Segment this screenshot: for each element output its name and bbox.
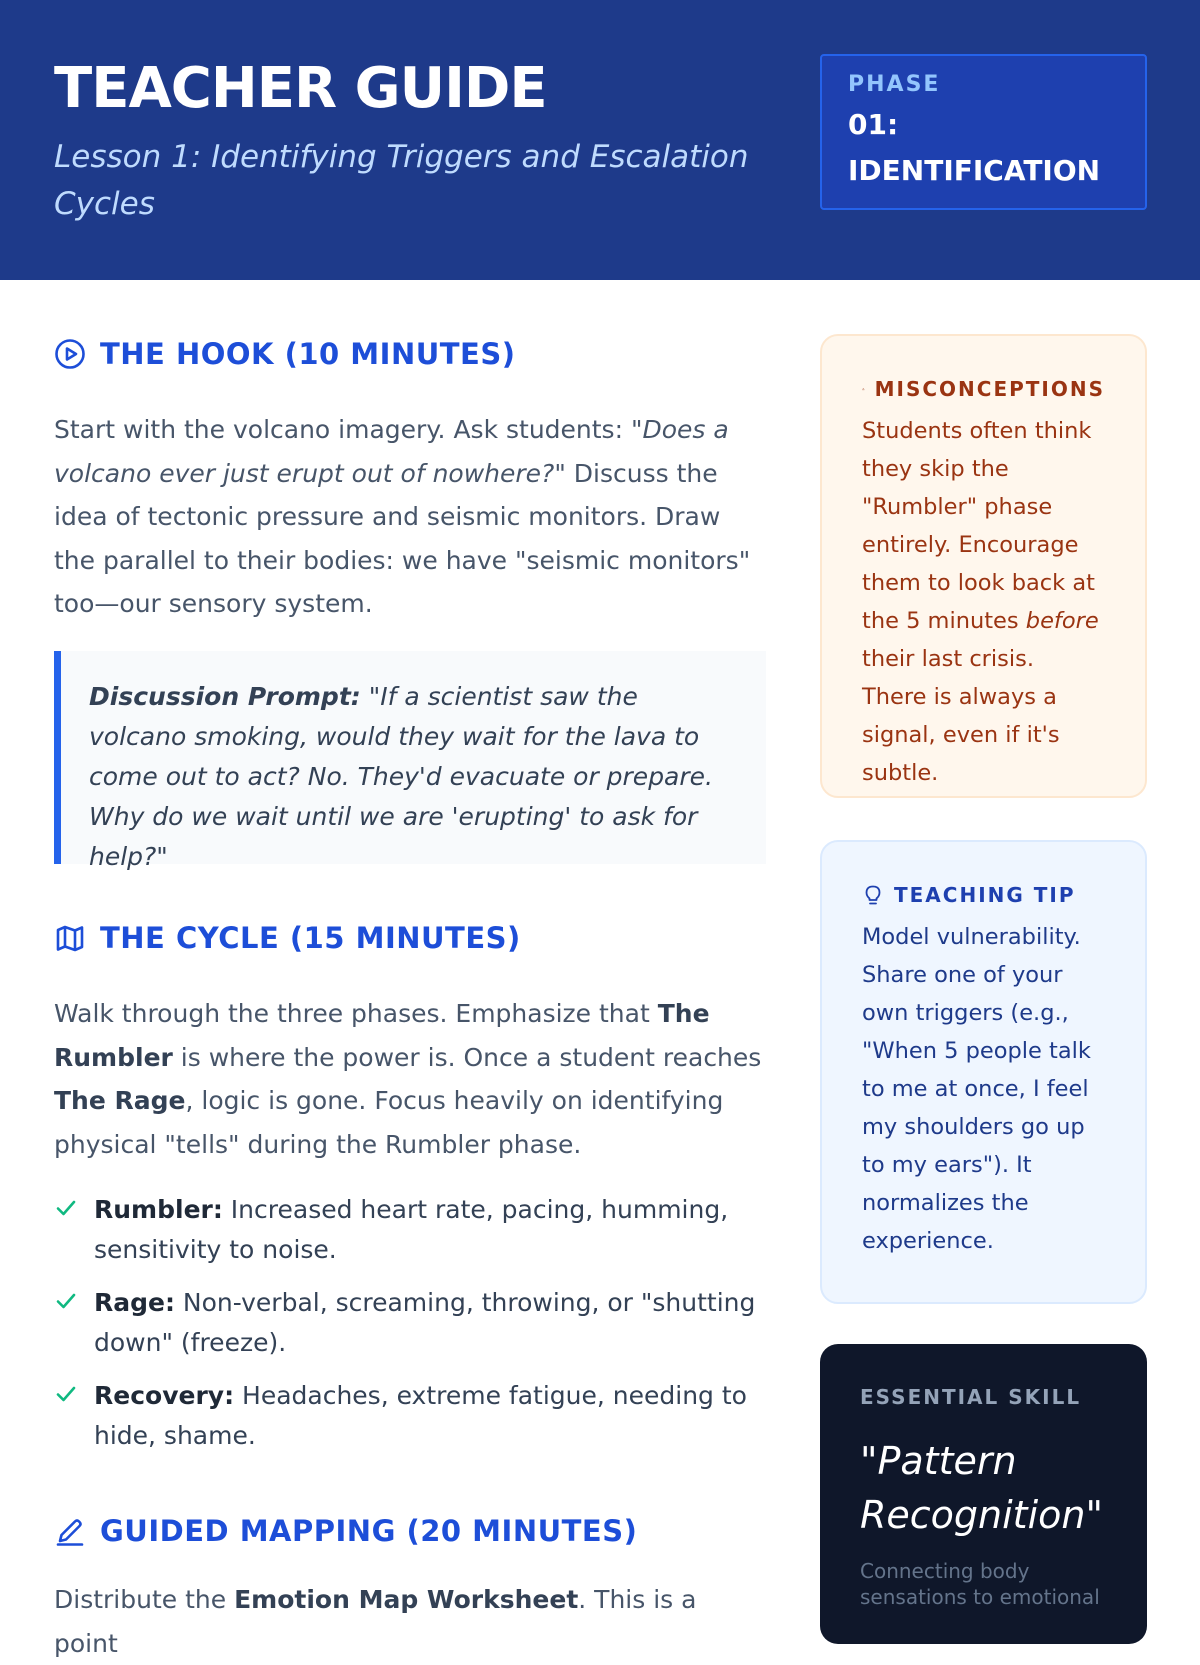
list-item-label: Rage: <box>94 1288 175 1317</box>
misconceptions-label: MISCONCEPTIONS <box>875 376 1105 402</box>
prompt-text: "If a scientist saw the volcano smoking, would they wait for the lava to come out to act? No. They'd evacuate or prepare. Why do we wait until we are 'erupting' to ask for help?" <box>89 682 713 871</box>
mapping-bold-worksheet: Emotion Map Worksheet <box>234 1585 578 1614</box>
list-item <box>54 1283 766 1363</box>
misconceptions-body <box>862 412 1105 792</box>
phase-badge <box>820 54 1147 210</box>
mapping-paragraph <box>54 1578 766 1665</box>
list-item-text: Increased heart rate, pacing, humming, sensitivity to noise. <box>94 1195 728 1264</box>
checkmark-icon <box>54 1196 78 1220</box>
hook-text-2: Discuss the idea of tectonic pressure and seismic monitors. Draw the parallel to their bodies: we have "seismic monitors" too—our sensory system. <box>54 459 750 619</box>
teaching-tip-card <box>820 840 1147 1304</box>
hook-question: "Does a volcano ever just erupt out of nowhere?" <box>54 415 729 488</box>
list-item-label: Recovery: <box>94 1381 234 1410</box>
play-circle-icon <box>54 338 86 370</box>
map-icon <box>54 922 86 954</box>
essential-skill-description: Connecting body sensations to emotional <box>860 1558 1107 1610</box>
hook-title: THE HOOK (10 MINUTES) <box>100 336 516 372</box>
page-header <box>0 0 1200 280</box>
cycle-title: THE CYCLE (15 MINUTES) <box>100 920 521 956</box>
cycle-bold-rage: The Rage <box>54 1086 185 1115</box>
mapping-text-2: . This is a point <box>54 1585 696 1658</box>
cycle-text-1: Walk through the three phases. Emphasize that <box>54 999 658 1028</box>
list-item-text: Non-verbal, screaming, throwing, or "shutting down" (freeze). <box>94 1288 755 1357</box>
cycle-section-header <box>54 920 521 956</box>
misconceptions-emphasis: before <box>1026 608 1099 634</box>
prompt-label: Discussion Prompt: <box>89 682 361 711</box>
checkmark-icon <box>54 1382 78 1406</box>
hook-text-1: Start with the volcano imagery. Ask students: <box>54 415 631 444</box>
list-item-text: Headaches, extreme fatigue, needing to hide, shame. <box>94 1381 747 1450</box>
phase-label: PHASE <box>848 70 1119 100</box>
pencil-icon <box>54 1515 86 1547</box>
lightbulb-icon <box>862 884 884 906</box>
misconceptions-card <box>820 334 1147 798</box>
cycle-text-2: is where the power is. Once a student reaches <box>173 1043 761 1072</box>
lesson-subtitle: Lesson 1: Identifying Triggers and Escalation Cycles <box>54 134 774 228</box>
hook-paragraph <box>54 408 766 626</box>
misconceptions-text-1: Students often think they skip the "Rumbler" phase entirely. Encourage them to look back at the 5 minutes <box>862 418 1095 634</box>
misconceptions-text-2: their last crisis. There is always a signal, even if it's subtle. <box>862 646 1060 786</box>
essential-skill-quote: "Pattern Recognition" <box>860 1434 1107 1542</box>
mapping-title: GUIDED MAPPING (20 MINUTES) <box>100 1513 637 1549</box>
discussion-prompt <box>54 651 766 864</box>
list-item <box>54 1376 766 1456</box>
teaching-tip-body: Model vulnerability. Share one of your own triggers (e.g., "When 5 people talk to me at once, I feel my shoulders go up to my ears"). It normalizes the experience. <box>862 918 1105 1260</box>
mapping-text-1: Distribute the <box>54 1585 234 1614</box>
checkmark-icon <box>54 1289 78 1313</box>
phase-value: 01: IDENTIFICATION <box>848 102 1119 194</box>
cycle-text-3: , logic is gone. Focus heavily on identifying physical "tells" during the Rumbler phase. <box>54 1086 723 1159</box>
essential-skill-card <box>820 1344 1147 1644</box>
hook-section-header <box>54 336 516 372</box>
cycle-bold-rumbler: The Rumbler <box>54 999 710 1072</box>
warning-triangle-icon <box>862 378 865 400</box>
teaching-tip-header <box>862 882 1105 908</box>
list-item-label: Rumbler: <box>94 1195 223 1224</box>
essential-skill-label: ESSENTIAL SKILL <box>860 1384 1107 1410</box>
misconceptions-header <box>862 376 1105 402</box>
teaching-tip-label: TEACHING TIP <box>894 882 1076 908</box>
mapping-section-header <box>54 1513 637 1549</box>
list-item <box>54 1190 766 1270</box>
cycle-paragraph <box>54 992 766 1166</box>
phase-checklist <box>54 1190 766 1469</box>
page-title: TEACHER GUIDE <box>54 54 547 124</box>
